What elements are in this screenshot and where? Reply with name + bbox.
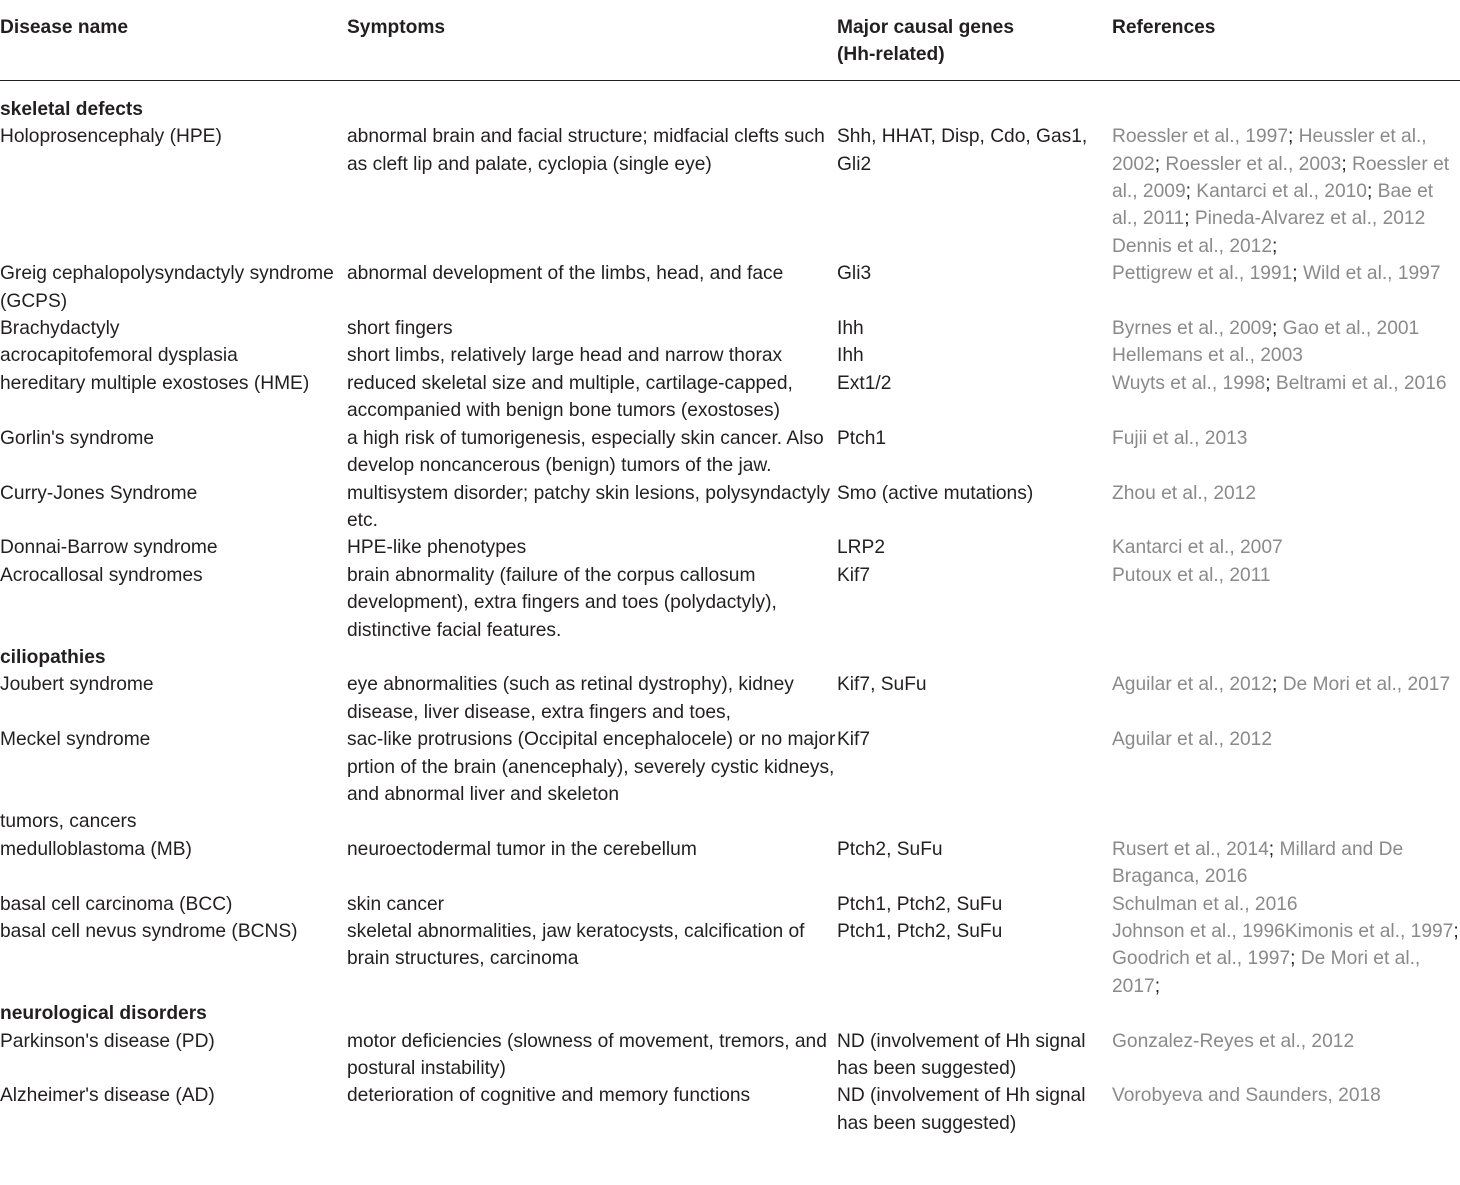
table-row <box>0 726 1460 808</box>
genes-cell: LRP2 <box>837 537 885 559</box>
symptoms-cell: skeletal abnormalities, jaw keratocysts, calcification of brain structures, carcinoma <box>347 921 805 970</box>
table-row <box>0 315 1460 342</box>
genes-cell: Ext1/2 <box>837 372 892 394</box>
reference-link[interactable]: Beltrami et al., 2016 <box>1275 372 1447 394</box>
reference-link[interactable]: Fujii et al., 2013 <box>1112 427 1248 449</box>
disease-name-cell: medulloblastoma (MB) <box>0 838 192 860</box>
references-cell <box>1112 1028 1460 1083</box>
table-row <box>0 534 1460 561</box>
reference-separator: ; <box>1154 975 1161 997</box>
reference-link[interactable]: Roessler et al., 2009 <box>1112 153 1450 203</box>
genes-cell: Kif7 <box>837 564 871 586</box>
symptoms-cell: short limbs, relatively large head and narrow thorax <box>347 345 783 367</box>
genes-cell: Smo (active mutations) <box>837 482 1034 504</box>
section-heading: ciliopathies <box>0 646 106 668</box>
section-heading: skeletal defects <box>0 98 143 120</box>
reference-link[interactable]: Aguilar et al., 2012 <box>1112 729 1273 751</box>
reference-link[interactable]: Millard and De Braganca, 2016 <box>1112 838 1404 888</box>
references-cell <box>1112 123 1460 260</box>
section-row <box>0 644 1460 671</box>
disease-name-cell: basal cell carcinoma (BCC) <box>0 893 233 915</box>
table-row <box>0 836 1460 891</box>
table-row <box>0 671 1460 726</box>
genes-cell: ND (involvement of Hh signal has been suggested) <box>837 1085 1086 1134</box>
reference-link[interactable]: Gao et al., 2001 <box>1282 318 1420 340</box>
reference-link[interactable]: Kantarci et al., 2007 <box>1112 537 1283 559</box>
references-cell <box>1112 480 1460 535</box>
table-body <box>0 80 1460 1137</box>
references-cell <box>1112 836 1460 891</box>
header-disease-name: Disease name <box>0 9 347 80</box>
symptoms-cell: abnormal brain and facial structure; midfacial clefts such as cleft lip and palate, cyclopia (single eye) <box>347 126 825 175</box>
section-row <box>0 808 1460 835</box>
reference-link[interactable]: Putoux et al., 2011 <box>1112 564 1271 586</box>
reference-link[interactable]: Roessler et al., 1997 <box>1112 126 1288 148</box>
genes-cell: Ihh <box>837 318 864 340</box>
reference-link[interactable]: Wild et al., 1997 <box>1302 263 1441 285</box>
genes-cell: ND (involvement of Hh signal has been suggested) <box>837 1030 1086 1080</box>
genes-cell: Kif7 <box>837 729 871 751</box>
disease-name-cell: Gorlin's syndrome <box>0 427 155 449</box>
reference-link[interactable]: Bae et al., 2011 <box>1112 181 1434 230</box>
section-row <box>0 80 1460 123</box>
header-major-causal-genes: Major causal genes (Hh-related) <box>837 9 1112 80</box>
symptoms-cell: multisystem disorder; patchy skin lesions, polysyndactyly etc. <box>347 482 831 531</box>
references-cell <box>1112 891 1460 918</box>
symptoms-cell: reduced skeletal size and multiple, cartilage-capped, accompanied with benign bone tumors (exostoses) <box>347 372 793 422</box>
disease-table <box>0 9 1460 1137</box>
symptoms-cell: motor deficiencies (slowness of movement, tremors, and postural instability) <box>347 1030 827 1080</box>
genes-cell: Kif7, SuFu <box>837 674 927 696</box>
symptoms-cell: eye abnormalities (such as retinal dystrophy), kidney disease, liver disease, extra fingers and toes, <box>347 674 794 723</box>
reference-separator: ; <box>1290 948 1301 970</box>
symptoms-cell: sac-like protrusions (Occipital encephalocele) or no major prtion of the brain (anencephaly), severely cystic kidneys, and abnormal liver and skeleton <box>347 729 836 805</box>
symptoms-cell: a high risk of tumorigenesis, especially skin cancer. Also develop noncancerous (benign) tumors of the jaw. <box>347 427 824 477</box>
symptoms-cell: neuroectodermal tumor in the cerebellum <box>347 838 697 860</box>
reference-separator: ; <box>1272 318 1283 340</box>
disease-name-cell: Holoprosencephaly (HPE) <box>0 126 222 148</box>
reference-link[interactable]: De Mori et al., 2017 <box>1282 674 1451 696</box>
symptoms-cell: HPE-like phenotypes <box>347 537 527 559</box>
reference-separator: ; <box>1154 153 1166 175</box>
table-row <box>0 480 1460 535</box>
disease-name-cell: Alzheimer's disease (AD) <box>0 1085 215 1107</box>
table-row <box>0 1082 1460 1137</box>
symptoms-cell: brain abnormality (failure of the corpus callosum development), extra fingers and toes (polydactyly), distinctive facial features. <box>347 564 777 641</box>
genes-cell: Gli3 <box>837 263 872 285</box>
reference-link[interactable]: Pineda-Alvarez et al., 2012 Dennis et al., 2012 <box>1112 208 1426 257</box>
reference-link[interactable]: Kantarci et al., 2010 <box>1196 181 1367 203</box>
reference-link[interactable]: Hellemans et al., 2003 <box>1112 345 1303 367</box>
header-references: References <box>1112 9 1460 80</box>
disease-name-cell: Donnai-Barrow syndrome <box>0 537 218 559</box>
reference-separator: ; <box>1185 181 1197 203</box>
reference-link[interactable]: Vorobyeva and Saunders, 2018 <box>1112 1085 1381 1107</box>
references-cell <box>1112 315 1460 342</box>
references-cell <box>1112 1082 1460 1137</box>
table-header-row <box>0 9 1460 80</box>
disease-name-cell: Greig cephalopolysyndactyly syndrome (GCPS) <box>0 263 334 312</box>
references-cell <box>1112 342 1460 369</box>
reference-link[interactable]: Zhou et al., 2012 <box>1112 482 1257 504</box>
table-row <box>0 260 1460 315</box>
reference-separator: ; <box>1453 921 1459 942</box>
genes-cell: Shh, HHAT, Disp, Cdo, Gas1, Gli2 <box>837 126 1088 175</box>
reference-separator: ; <box>1272 674 1283 696</box>
reference-separator: ; <box>1341 153 1353 175</box>
symptoms-cell: deterioration of cognitive and memory functions <box>347 1085 751 1107</box>
table-row <box>0 370 1460 425</box>
reference-link[interactable]: Byrnes et al., 2009 <box>1112 318 1272 340</box>
references-cell <box>1112 726 1460 808</box>
reference-link[interactable]: Gonzalez-Reyes et al., 2012 <box>1112 1030 1355 1052</box>
reference-link[interactable]: Schulman et al., 2016 <box>1112 893 1298 915</box>
disease-name-cell: basal cell nevus syndrome (BCNS) <box>0 921 298 942</box>
references-cell <box>1112 370 1460 425</box>
disease-name-cell: Brachydactyly <box>0 318 120 340</box>
table-row <box>0 891 1460 918</box>
symptoms-cell: short fingers <box>347 318 453 340</box>
section-heading: neurological disorders <box>0 1003 207 1025</box>
disease-name-cell: Curry-Jones Syndrome <box>0 482 198 504</box>
reference-link[interactable]: Aguilar et al., 2012 <box>1112 674 1273 696</box>
reference-separator: ; <box>1366 181 1378 203</box>
references-cell <box>1112 918 1460 1000</box>
reference-link[interactable]: De Mori et al., 2017 <box>1112 948 1421 997</box>
symptoms-cell: abnormal development of the limbs, head, and face <box>347 263 784 285</box>
reference-link[interactable]: Heussler et al., 2002 <box>1112 126 1427 175</box>
header-symptoms: Symptoms <box>347 9 837 80</box>
genes-cell: Ptch1 <box>837 427 887 449</box>
reference-separator: ; <box>1268 838 1280 860</box>
references-cell <box>1112 425 1460 480</box>
references-cell <box>1112 562 1460 644</box>
references-cell <box>1112 260 1460 315</box>
genes-cell: Ptch2, SuFu <box>837 838 943 860</box>
reference-link[interactable]: Roessler et al., 2003 <box>1165 153 1342 175</box>
reference-separator: ; <box>1288 126 1299 148</box>
section-row <box>0 1000 1460 1027</box>
reference-link[interactable]: Johnson et al., 1996Kimonis et al., 1997 <box>1112 921 1454 942</box>
disease-name-cell: Acrocallosal syndromes <box>0 564 203 586</box>
reference-link[interactable]: Rusert et al., 2014 <box>1112 838 1269 860</box>
genes-cell: Ptch1, Ptch2, SuFu <box>837 893 1003 915</box>
disease-name-cell: acrocapitofemoral dysplasia <box>0 345 238 367</box>
group-label: tumors, cancers <box>0 811 137 833</box>
table-row <box>0 425 1460 480</box>
reference-link[interactable]: Wuyts et al., 1998 <box>1112 372 1266 394</box>
table-row <box>0 918 1460 1000</box>
reference-separator: ; <box>1265 372 1276 394</box>
genes-cell: Ptch1, Ptch2, SuFu <box>837 921 1003 942</box>
table-row <box>0 123 1460 260</box>
disease-name-cell: Parkinson's disease (PD) <box>0 1030 215 1052</box>
disease-name-cell: Joubert syndrome <box>0 674 154 696</box>
genes-cell: Ihh <box>837 345 864 367</box>
table-row <box>0 1028 1460 1083</box>
disease-name-cell: hereditary multiple exostoses (HME) <box>0 372 310 394</box>
table-row <box>0 562 1460 644</box>
reference-link[interactable]: Pettigrew et al., 1991 <box>1112 263 1293 285</box>
reference-separator: ; <box>1184 208 1195 230</box>
reference-link[interactable]: Goodrich et al., 1997 <box>1112 948 1291 970</box>
reference-separator: ; <box>1292 263 1303 285</box>
disease-name-cell: Meckel syndrome <box>0 729 151 751</box>
table-row <box>0 342 1460 369</box>
references-cell <box>1112 671 1460 726</box>
references-cell <box>1112 534 1460 561</box>
reference-separator: ; <box>1272 235 1278 257</box>
symptoms-cell: skin cancer <box>347 893 445 915</box>
